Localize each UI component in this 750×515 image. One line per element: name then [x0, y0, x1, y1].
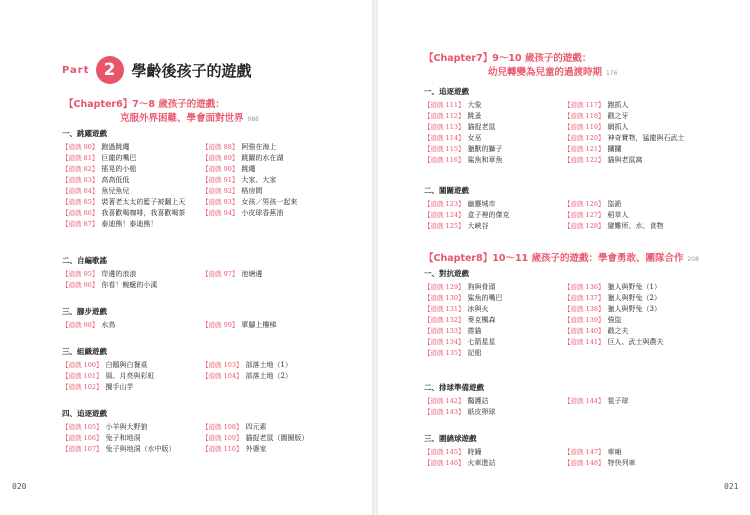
game-code: 【遊戲 106】 — [62, 434, 103, 442]
game-name: 小羊與大野狼 — [105, 422, 148, 431]
game-code: 【遊戲 136】 — [564, 283, 605, 291]
game-name: 大家、大家 — [241, 175, 277, 184]
game-code: 【遊戲 118】 — [564, 112, 605, 120]
game-name: 兔子與地洞（水中版） — [105, 444, 176, 453]
game-code: 【遊戲 94】 — [202, 209, 239, 217]
game-entry — [564, 457, 704, 468]
chapter-8-page: 208 — [687, 256, 699, 263]
game-name: 幽靈城市 — [467, 199, 496, 208]
game-name: 跑抓人 — [607, 100, 629, 109]
game-code: 【遊戲 92】 — [202, 187, 239, 195]
game-code: 【遊戲 102】 — [62, 383, 103, 391]
section-self-made-songs — [62, 255, 362, 290]
game-name: 外婆家 — [245, 444, 267, 453]
game-entry — [564, 314, 704, 325]
game-entry — [202, 319, 342, 330]
game-entry — [564, 336, 704, 347]
game-name: 毯子球 — [607, 396, 629, 405]
game-code: 【遊戲 116】 — [424, 156, 465, 164]
game-name: 獵獸的獅子 — [467, 144, 503, 153]
game-entry — [564, 292, 704, 303]
game-name: 貓與老鼠窩 — [607, 155, 643, 164]
game-entry — [424, 110, 564, 121]
game-code: 【遊戲 146】 — [424, 459, 465, 467]
section-title: 二、自編歌謠 — [62, 256, 107, 265]
game-list — [62, 421, 362, 454]
game-code: 【遊戲 80】 — [62, 143, 99, 151]
game-code: 【遊戲 121】 — [564, 145, 605, 153]
chapter-8-heading — [424, 250, 699, 264]
game-name: 鯊魚和章魚 — [467, 155, 503, 164]
game-name: 你看！蜿蜒的小溪 — [101, 280, 158, 289]
game-entry — [62, 370, 202, 381]
game-code: 【遊戲 82】 — [62, 165, 99, 173]
game-entry — [424, 303, 564, 314]
game-name: 岸邊的浪浪 — [101, 269, 137, 278]
game-code: 【遊戲 101】 — [62, 372, 103, 380]
section-adventure-games — [424, 185, 724, 231]
game-code: 【遊戲 109】 — [202, 434, 243, 442]
section-title: 一、跳躍遊戲 — [62, 129, 107, 138]
game-name: 格房間 — [241, 186, 263, 195]
game-name: 攔攔 — [607, 144, 622, 153]
game-code: 【遊戲 112】 — [424, 112, 465, 120]
game-entry — [62, 443, 202, 454]
game-entry — [564, 154, 704, 165]
section-step-games — [62, 306, 362, 330]
game-name: 裝著老太太的籃子被翻上天 — [101, 197, 186, 206]
game-entry — [62, 152, 202, 163]
section-title: 四、追逐遊戲 — [62, 409, 107, 418]
game-code: 【遊戲 139】 — [564, 316, 605, 324]
game-code: 【遊戲 81】 — [62, 154, 99, 162]
game-code: 【遊戲 133】 — [424, 327, 465, 335]
game-entry — [424, 198, 564, 209]
game-name: 大象 — [467, 100, 482, 109]
game-code: 【遊戲 127】 — [564, 211, 605, 219]
game-entry — [202, 207, 342, 218]
game-name: 部落土地（1） — [245, 360, 292, 369]
game-code: 【遊戲 97】 — [202, 270, 239, 278]
game-code: 【遊戲 114】 — [424, 134, 465, 142]
game-code: 【遊戲 141】 — [564, 338, 605, 346]
game-code: 【遊戲 124】 — [424, 211, 465, 219]
game-code: 【遊戲 98】 — [62, 321, 99, 329]
game-entry — [424, 281, 564, 292]
chapter-6-heading — [64, 96, 259, 124]
game-entry — [202, 370, 342, 381]
game-name: 泰迪熊！泰迪熊！ — [101, 219, 158, 228]
game-name: 車廂 — [607, 447, 622, 456]
game-code: 【遊戲 107】 — [62, 445, 103, 453]
game-name: 獵人與野兔（1） — [607, 282, 661, 291]
game-entry — [424, 395, 564, 406]
game-code: 【遊戲 89】 — [202, 154, 239, 162]
game-name: 醫護站 — [467, 396, 489, 405]
page-number-right: 021 — [724, 482, 739, 491]
game-entry — [424, 121, 564, 132]
game-name: 戳之牙 — [607, 111, 629, 120]
game-code: 【遊戲 130】 — [424, 294, 465, 302]
game-entry — [424, 143, 564, 154]
game-code: 【遊戲 87】 — [62, 220, 99, 228]
game-entry — [62, 196, 202, 207]
game-code: 【遊戲 100】 — [62, 361, 103, 369]
game-name: 搖晃的小船 — [101, 164, 137, 173]
game-entry — [202, 432, 342, 443]
game-entry — [424, 347, 564, 358]
game-name: 強盜 — [607, 315, 622, 324]
chapter-6-subtitle: 克服外界困難、學會面對世界 — [120, 113, 244, 124]
game-entry — [564, 325, 704, 336]
game-code: 【遊戲 129】 — [424, 283, 465, 291]
game-entry — [424, 154, 564, 165]
game-code: 【遊戲 111】 — [424, 101, 465, 109]
game-name: 冰與火 — [467, 304, 489, 313]
section-title: 三、圍繞球遊戲 — [424, 434, 477, 443]
section-volleyball-prep-games — [424, 382, 724, 417]
game-entry — [564, 198, 704, 209]
section-title: 一、追逐遊戲 — [424, 87, 469, 96]
game-name: 貓捉老鼠 — [467, 122, 496, 131]
game-list — [62, 359, 362, 392]
game-entry — [62, 432, 202, 443]
section-jumping-games — [62, 128, 362, 229]
game-name: 巨人、武士與農夫 — [607, 337, 664, 346]
game-name: 貓捉老鼠（圍圈版） — [245, 433, 309, 442]
game-entry — [564, 110, 704, 121]
game-list — [424, 198, 724, 231]
chapter-8-label: 【Chapter8】10～11 歲孩子的遊戲：學會勇敢、團隊合作 — [424, 253, 684, 264]
game-code: 【遊戲 132】 — [424, 316, 465, 324]
game-name: 風、月亮與彩虹 — [105, 371, 155, 380]
game-entry — [564, 99, 704, 110]
game-code: 【遊戲 104】 — [202, 372, 243, 380]
game-entry — [62, 185, 202, 196]
section-title: 二、排球準備遊戲 — [424, 383, 484, 392]
game-code: 【遊戲 93】 — [202, 198, 239, 206]
game-entry — [202, 141, 342, 152]
game-code: 【遊戲 131】 — [424, 305, 465, 313]
game-code: 【遊戲 115】 — [424, 145, 465, 153]
game-entry — [424, 292, 564, 303]
game-code: 【遊戲 108】 — [202, 423, 243, 431]
game-entry — [564, 143, 704, 154]
game-list — [424, 281, 724, 358]
game-entry — [62, 141, 202, 152]
chapter-6-label: 【Chapter6】7～8 歲孩子的遊戲： — [64, 99, 225, 110]
part-header — [62, 56, 252, 84]
chapter-7-subtitle: 幼兒轉變為兒童的過渡時期 — [488, 67, 603, 78]
game-name: 水鳥 — [101, 320, 116, 329]
part-label: Part — [62, 64, 90, 76]
game-entry — [424, 336, 564, 347]
game-code: 【遊戲 145】 — [424, 448, 465, 456]
game-entry — [424, 457, 564, 468]
game-entry — [424, 99, 564, 110]
section-title: 二、闖關遊戲 — [424, 186, 469, 195]
game-name: 大峽谷 — [467, 221, 489, 230]
game-name: 跑過跳繩 — [101, 142, 130, 151]
game-name: 特快列車 — [607, 458, 636, 467]
section-competitive-games — [424, 268, 724, 358]
game-code: 【遊戲 88】 — [202, 143, 239, 151]
game-list — [62, 268, 362, 290]
game-code: 【遊戲 134】 — [424, 338, 465, 346]
game-name: 避難所、水、食物 — [607, 221, 664, 230]
game-entry — [202, 443, 342, 454]
section-chasing-games-ch7 — [424, 86, 724, 165]
game-name: 女孩／男孩一起來 — [241, 197, 298, 206]
game-code: 【遊戲 137】 — [564, 294, 605, 302]
game-entry — [202, 185, 342, 196]
game-entry — [564, 446, 704, 457]
game-name: 時鐘 — [467, 447, 482, 456]
game-entry — [202, 359, 342, 370]
game-name: 捲貓 — [467, 326, 482, 335]
game-code: 【遊戲 103】 — [202, 361, 243, 369]
section-title: 一、對抗遊戲 — [424, 269, 469, 278]
chapter-6-page: 086 — [247, 116, 259, 123]
game-name: 記船 — [467, 348, 482, 357]
game-name: 盜詭 — [607, 199, 622, 208]
left-page — [0, 0, 372, 515]
game-entry — [202, 174, 342, 185]
game-entry — [424, 220, 564, 231]
game-code: 【遊戲 96】 — [62, 281, 99, 289]
game-name: 戳之夫 — [607, 326, 629, 335]
game-list — [424, 99, 724, 165]
game-name: 小皮球香蕉油 — [241, 208, 284, 217]
game-entry — [424, 406, 564, 417]
game-name: 神奇寶物，猛龍與石武士 — [607, 133, 685, 142]
game-code: 【遊戲 90】 — [202, 165, 239, 173]
game-code: 【遊戲 110】 — [202, 445, 243, 453]
part-number-badge: 2 — [96, 56, 124, 84]
game-entry — [202, 196, 342, 207]
game-entry — [202, 152, 342, 163]
game-code: 【遊戲 125】 — [424, 222, 465, 230]
section-circle-ball-games — [424, 433, 724, 468]
game-code: 【遊戲 84】 — [62, 187, 99, 195]
game-name: 紙皮卵球 — [467, 407, 496, 416]
game-name: 七箭星星 — [467, 337, 496, 346]
game-name: 白鵝與白餐桌 — [105, 360, 148, 369]
game-name: 稻草人 — [607, 210, 629, 219]
chapter-7-heading — [424, 50, 617, 78]
game-code: 【遊戲 144】 — [564, 397, 605, 405]
game-entry — [564, 395, 704, 406]
page-number-left: 020 — [12, 482, 27, 491]
game-code: 【遊戲 117】 — [564, 101, 605, 109]
game-entry — [564, 209, 704, 220]
game-code: 【遊戲 126】 — [564, 200, 605, 208]
game-code: 【遊戲 85】 — [62, 198, 99, 206]
game-name: 狗與骨頭 — [467, 282, 496, 291]
section-title: 三、腳步遊戲 — [62, 307, 107, 316]
game-entry — [424, 325, 564, 336]
game-code: 【遊戲 105】 — [62, 423, 103, 431]
game-entry — [564, 220, 704, 231]
game-entry — [424, 314, 564, 325]
chapter-7-label: 【Chapter7】9～10 歲孩子的遊戲： — [424, 53, 592, 64]
game-entry — [564, 281, 704, 292]
game-entry — [202, 163, 342, 174]
game-entry — [424, 209, 564, 220]
game-code: 【遊戲 113】 — [424, 123, 465, 131]
game-code: 【遊戲 147】 — [564, 448, 605, 456]
game-entry — [62, 268, 202, 279]
game-code: 【遊戲 120】 — [564, 134, 605, 142]
game-name: 部落土地（2） — [245, 371, 292, 380]
game-entry — [62, 319, 202, 330]
part-title: 學齡後孩子的遊戲 — [131, 61, 252, 80]
game-entry — [62, 218, 202, 229]
game-name: 麥克楓森 — [467, 315, 496, 324]
game-code: 【遊戲 142】 — [424, 397, 465, 405]
game-name: 高高低低 — [101, 175, 130, 184]
game-entry — [62, 163, 202, 174]
game-name: 四元素 — [245, 422, 267, 431]
game-name: 池塘邊 — [241, 269, 263, 278]
game-code: 【遊戲 138】 — [564, 305, 605, 313]
game-entry — [202, 421, 342, 432]
game-entry — [424, 132, 564, 143]
game-list — [62, 141, 362, 229]
game-name: 盒子裡的傑克 — [467, 210, 510, 219]
game-code: 【遊戲 123】 — [424, 200, 465, 208]
chapter-7-page: 176 — [606, 70, 618, 77]
game-entry — [564, 132, 704, 143]
game-list — [424, 395, 724, 417]
game-entry — [424, 446, 564, 457]
game-code: 【遊戲 135】 — [424, 349, 465, 357]
game-entry — [62, 207, 202, 218]
game-name: 跳繩 — [241, 164, 256, 173]
game-code: 【遊戲 99】 — [202, 321, 239, 329]
section-organizing-games — [62, 346, 362, 392]
game-name: 跳躍的水在湖 — [241, 153, 284, 162]
game-name: 攪手山芋 — [105, 382, 134, 391]
game-name: 跳蚤 — [467, 111, 482, 120]
game-name: 阿強在海上 — [241, 142, 277, 151]
game-name: 獵人與野兔（2） — [607, 293, 661, 302]
game-name: 魚兒魚兒 — [101, 186, 130, 195]
right-page — [378, 0, 750, 515]
game-code: 【遊戲 148】 — [564, 459, 605, 467]
game-code: 【遊戲 95】 — [62, 270, 99, 278]
game-name: 鯊魚的嘴巴 — [467, 293, 503, 302]
game-code: 【遊戲 128】 — [564, 222, 605, 230]
game-code: 【遊戲 122】 — [564, 156, 605, 164]
game-name: 巨龍的嘴巴 — [101, 153, 137, 162]
game-name: 火車進站 — [467, 458, 496, 467]
section-title: 三、組織遊戲 — [62, 347, 107, 356]
game-name: 我喜歡喝咖啡，我喜歡喝茶 — [101, 208, 186, 217]
game-entry — [62, 174, 202, 185]
game-entry — [62, 421, 202, 432]
game-entry — [564, 303, 704, 314]
game-name: 單腳上樓梯 — [241, 320, 277, 329]
game-entry — [62, 381, 202, 392]
game-code: 【遊戲 86】 — [62, 209, 99, 217]
section-chasing-games — [62, 408, 362, 454]
game-code: 【遊戲 119】 — [564, 123, 605, 131]
game-code: 【遊戲 83】 — [62, 176, 99, 184]
game-entry — [202, 268, 342, 279]
game-name: 獵人與野兔（3） — [607, 304, 661, 313]
game-entry — [62, 279, 202, 290]
game-code: 【遊戲 140】 — [564, 327, 605, 335]
game-list — [62, 319, 362, 330]
game-name: 兔子和地洞 — [105, 433, 141, 442]
game-entry — [62, 359, 202, 370]
game-name: 女巫 — [467, 133, 482, 142]
game-code: 【遊戲 143】 — [424, 408, 465, 416]
game-name: 網抓人 — [607, 122, 629, 131]
game-list — [424, 446, 724, 468]
game-code: 【遊戲 91】 — [202, 176, 239, 184]
game-entry — [564, 121, 704, 132]
